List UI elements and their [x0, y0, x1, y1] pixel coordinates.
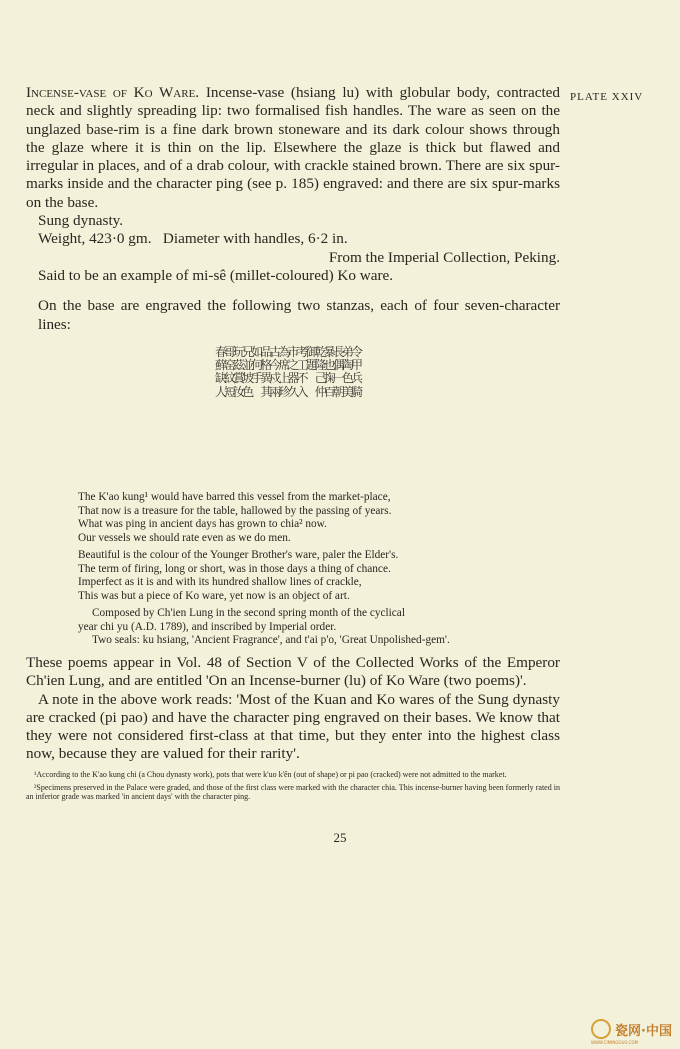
poem-line: Our vessels we should rate even as we do men. [78, 531, 291, 544]
plate-label: PLATE XXIV [570, 91, 644, 103]
poem-line: What was ping in ancient days has grown to chia² now. [78, 518, 327, 530]
item-title: Incense-vase of Ko Ware. [26, 84, 200, 101]
calligraphy-column: 弟 陶 色 美 [341, 345, 354, 399]
calligraphy-column: 乾 隆 己 仲 [314, 345, 327, 399]
poem-line: Beautiful is the colour of the Younger Brother's ware, paler the Elder's. [78, 549, 399, 561]
poem-line: The term of firing, long or short, was in those days a thing of chance. [78, 562, 391, 575]
composition-note-cont: year chi yu (A.D. 1789), and inscribed by Imperial order. [78, 620, 337, 633]
commentary-paragraph: These poems appear in Vol. 48 of Section V of the Collected Works of the Emperor Ch'ien Lung, and are entitled 'On an Incense-burner (lu) of Ko Ware (two poems)'. [26, 654, 560, 690]
watermark-sub: WWW.CIMINGGUO.COM [591, 1040, 639, 1045]
dynasty-line [26, 212, 560, 230]
description-text: Incense-vase (hsiang lu) with globular body, contracted neck and slightly spreading lip: two formalised fish handles. The ware as seen on the unglazed base-rim is a fine dark brown stoneware and its dark colour shows through the glaze where it is thin on the lip. Elsewhere the glaze is thick but flawed and irregular in places, and of a drab colour, with crackle stained brown. There are six spur-marks inside and the character ping (see p. 185) engraved: and there are six spur-marks on the base. [26, 84, 560, 211]
intro-paragraph [26, 297, 560, 334]
watermark-text: 瓷网·中国 [615, 1023, 672, 1039]
description-paragraph [26, 84, 560, 212]
seals-note: Two seals: ku hsiang, 'Ancient Fragrance', and t'ai p'o, 'Great Unpolished-gem'. [92, 634, 450, 646]
poem-line: This was but a piece of Ko ware, yet now is an object of art. [78, 589, 350, 602]
calligraphy-column: 兄 並 坡 色 [242, 345, 255, 399]
footnote-2: ²Specimens preserved in the Palace were graded, and those of the first class were marked with the character chia. This incense-burner having been formerly rated in an inferior grade was marked 'in ancient days' with the character ping. [26, 782, 560, 801]
poem-line: The K'ao kung¹ would have barred this vessel from the market-place, [78, 491, 391, 503]
calligraphy-column: 哥 窑 紋 短 [224, 345, 237, 399]
calligraphy-column: 令 甲 兵 騎 [350, 345, 363, 399]
calligraphy-column: 春 蘚 缺 人 [215, 345, 228, 399]
provenance-text: From the Imperial Collection, Peking. [328, 248, 560, 266]
poem-line: Imperfect as it is and with its hundred shallow lines of crackle, [78, 576, 362, 588]
calligraphy-column: 為 席 上 珍 [278, 345, 291, 399]
note-line [26, 267, 560, 285]
poem-translation [78, 491, 508, 648]
calligraphy-inscription [215, 345, 363, 484]
calligraphy-column: 考 工 不 入 [296, 345, 309, 399]
page-number: 25 [333, 830, 347, 845]
calligraphy-column: 如 何 手 [251, 345, 264, 386]
calligraphy-column: 暴 也 掬 百 [323, 345, 336, 399]
watermark-logo [591, 1019, 672, 1039]
note-text: Said to be an example of mi-sê (millet-coloured) Ko ware. [38, 266, 394, 284]
calligraphy-column: 玩 茲 賞 汝 [233, 345, 246, 399]
dynasty-text: Sung dynasty. [38, 212, 124, 230]
calligraphy-column: 長 偶 一 朝 [332, 345, 345, 399]
composition-note: Composed by Ch'ien Lung in the second spring month of the cyclical [92, 607, 405, 619]
provenance-line [26, 249, 560, 267]
weight-text: Weight, 423·0 gm. Diameter with handles, 6·2 in. [38, 230, 348, 248]
calligraphy-column: 古 今 戍 兩 [269, 345, 282, 399]
logo-icon [591, 1019, 611, 1039]
poem-line: That now is a treasure for the table, hallowed by the passing of years. [78, 504, 392, 517]
description-block [26, 84, 560, 334]
commentary-paragraph: A note in the above work reads: 'Most of the Kuan and Ko wares of the Sung dynasty are cracked (pi pao) and have the character ping engraved on their bases. We know that they were not considered first-class at that time, but they enter into the highest class now, because they are valued for their rarity'. [26, 690, 560, 763]
weight-line [26, 230, 560, 248]
calligraphy-column: 品 格 異 其 [260, 345, 273, 399]
footnotes [26, 770, 560, 802]
intro-text: On the base are engraved the following two stanzas, each of four seven-character lines: [38, 297, 560, 333]
footnote-1: ¹According to the K'ao kung chi (a Chou dynasty work), pots that were k'uo k'ên (out of shape) or pi pao (cracked) were not admitted to the market. [34, 770, 507, 779]
calligraphy-column: 市 之 器 久 [287, 345, 300, 399]
commentary-block [26, 654, 560, 764]
calligraphy-column: 御 題 [305, 345, 318, 373]
